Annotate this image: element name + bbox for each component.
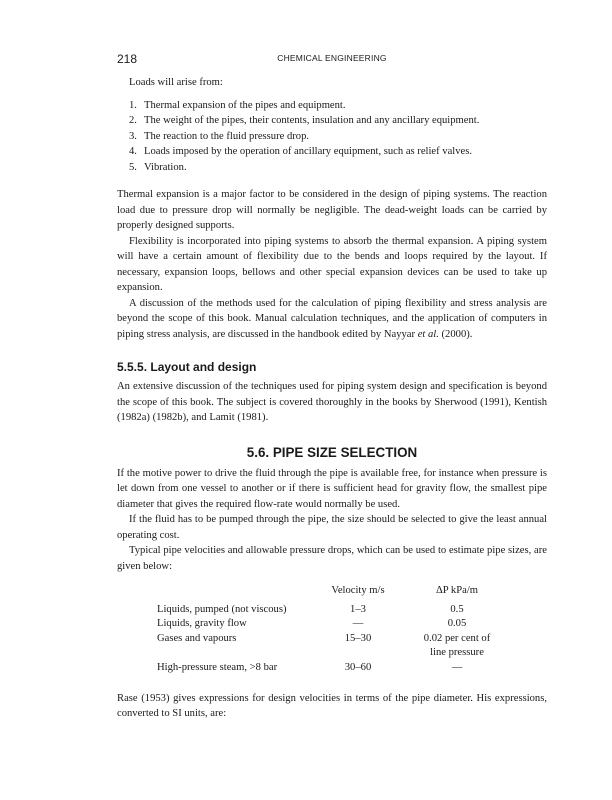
- section-heading-layout: 5.5.5. Layout and design: [117, 360, 257, 374]
- table-header-row: [157, 584, 512, 603]
- paragraph-rase: Rase (1953) gives expressions for design velocities in terms of the pipe diameter. His expressions, converted to SI units, are:: [117, 692, 547, 720]
- table-row: High-pressure steam, >8 bar 30–60 —: [157, 661, 463, 673]
- loads-intro: Loads will arise from:: [129, 77, 223, 88]
- running-title: CHEMICAL ENGINEERING: [277, 53, 387, 63]
- paragraph-pumped: If the fluid has to be pumped through the pipe, the size should be selected to give the least annual operating cost.: [117, 514, 547, 541]
- list-item: 1. Thermal expansion of the pipes and equipment.: [129, 99, 346, 111]
- paragraph-typical: Typical pipe velocities and allowable pressure drops, which can be used to estimate pipe sizes, are given below:: [117, 545, 547, 572]
- table-row: Liquids, pumped (not viscous) 1–3 0.5: [157, 603, 464, 615]
- paragraph-discussion: A discussion of the methods used for the calculation of piping flexibility and stress analysis are beyond the scope of this book. Manual calculation techniques, and the application of computers in piping stress analysis, are discussed in the handbook edited by Nayyar et al. (2000).: [117, 297, 547, 340]
- list-item: 4. Loads imposed by the operation of ancillary equipment, such as relief valves.: [129, 146, 473, 157]
- paragraph-thermal: Thermal expansion is a major factor to be considered in the design of piping systems. The reaction load due to pressure drop will normally be negligible. The dead-weight loads can be carried by properly designed supports.: [117, 189, 547, 231]
- list-item: 3. The reaction to the fluid pressure drop.: [129, 130, 310, 142]
- paragraph-layout: An extensive discussion of the techniques used for piping system design and specification is beyond the scope of this book. The subject is covered thoroughly in the books by Sherwood (1991), Kentish (1982a) (1982b), and Lamit (1981).: [117, 381, 547, 423]
- table-row: Gases and vapours 15–30 0.02 per cent of line pressure: [157, 632, 491, 659]
- section-heading-pipe-size: 5.6. PIPE SIZE SELECTION: [246, 444, 418, 460]
- table-row: Liquids, gravity flow — 0.05: [157, 618, 467, 630]
- paragraph-motive-power: If the motive power to drive the fluid through the pipe is available free, for instance when pressure is let down from one vessel to another or if there is sufficient head for gravity flow, the smallest pipe diameter that gives the required flow-rate would normally be used.: [117, 467, 547, 510]
- column-header-velocity: Velocity m/s: [331, 585, 385, 596]
- velocity-table: [157, 584, 512, 676]
- column-header-pressure-drop: ΔP kPa/m: [435, 585, 479, 596]
- loads-list: [129, 98, 547, 176]
- page: [117, 52, 547, 722]
- list-item: 5. Vibration.: [129, 161, 187, 173]
- paragraph-flexibility: Flexibility is incorporated into piping systems to absorb the thermal expansion. A piping system will have a certain amount of flexibility due to the bends and loops required by the layout. If necessary, expansion loops, bellows and other special expansion devices can be used to take up expansion.: [117, 235, 547, 293]
- page-number: 218: [117, 52, 138, 66]
- page-header: [117, 52, 547, 68]
- list-item: 2. The weight of the pipes, their contents, insulation and any ancillary equipment.: [129, 115, 480, 126]
